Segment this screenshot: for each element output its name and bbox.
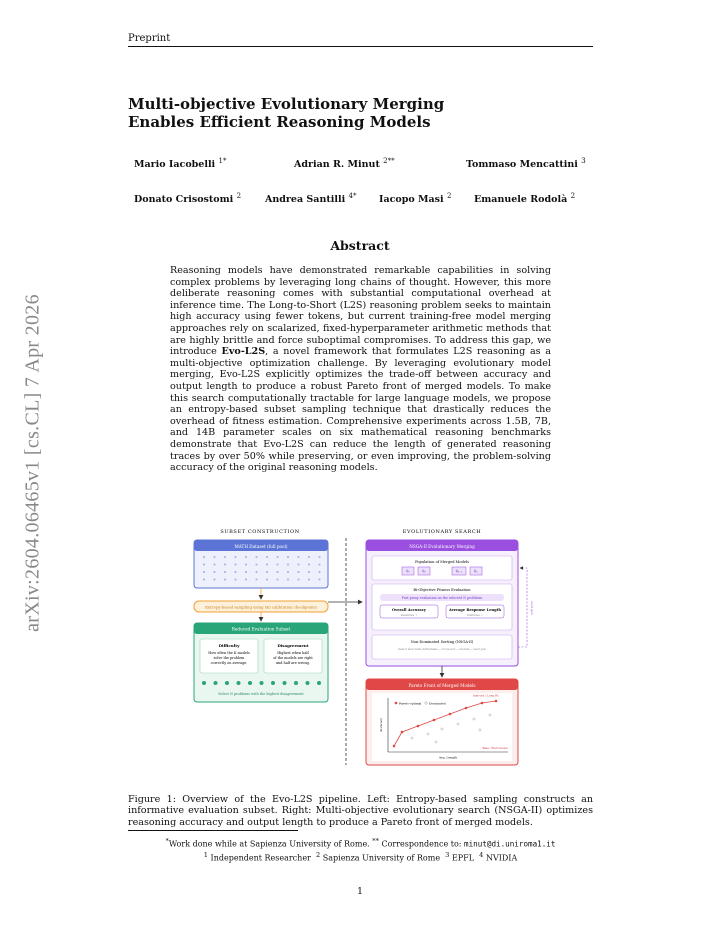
selected-dot: [306, 681, 310, 685]
dataset-dot: [203, 563, 205, 565]
dataset-dot: [224, 571, 226, 573]
footnotes: *Work done while at Sapienza University of Rome. ** Correspondence to: minut@di.uniroma1.it $^1$ Independent Researcher $^2$ Sapienza University of Rome $^3$ EPFL $^4$ NVIDIA: [165, 837, 556, 863]
dataset-dot: [287, 571, 289, 573]
svg-text:θ₁: θ₁: [406, 569, 410, 574]
dataset-dot: [287, 556, 289, 558]
svg-text:How often the K models: How often the K models: [208, 651, 250, 655]
dataset-dot: [224, 578, 226, 580]
dataset-dot: [318, 563, 320, 565]
dataset-dot: [297, 563, 299, 565]
dataset-dot: [245, 578, 247, 580]
svg-text:θ₂: θ₂: [422, 569, 426, 574]
dataset-dot: [234, 563, 236, 565]
abstract-heading: Abstract: [330, 238, 390, 253]
dataset-dot: [276, 578, 278, 580]
svg-text:Pareto Front of Merged Models: Pareto Front of Merged Models: [408, 683, 476, 688]
svg-text:θₙ₋₁: θₙ₋₁: [455, 569, 463, 574]
selected-dot: [214, 681, 218, 685]
svg-text:Pareto-optimal: Pareto-optimal: [399, 701, 422, 706]
dataset-dot: [276, 556, 278, 558]
author: Emanuele Rodolà $^2$: [474, 192, 576, 206]
dataset-dot: [297, 571, 299, 573]
svg-text:Entropy-based sampling using (: Entropy-based sampling using (K) calibration checkpoints: [205, 604, 317, 610]
running-header: Preprint: [128, 33, 171, 44]
svg-text:Reduced Evaluation Subset: Reduced Evaluation Subset: [231, 626, 291, 632]
dataset-dot: [318, 578, 320, 580]
page-number: 1: [356, 886, 364, 897]
dataset-dot: [234, 578, 236, 580]
svg-text:and half are wrong.: and half are wrong.: [276, 661, 310, 665]
pareto-point: [393, 745, 396, 748]
svg-text:Bi-Objective Fitness Evaluatio: Bi-Objective Fitness Evaluation: [413, 588, 471, 592]
dataset-dot: [318, 556, 320, 558]
header-rule: [128, 46, 593, 47]
author: Adrian R. Minut $^{2**}$: [294, 157, 395, 171]
pipeline-figure: [190, 520, 535, 770]
dataset-dot: [266, 578, 268, 580]
svg-text:Avg. Length: Avg. Length: [438, 755, 458, 760]
dataset-dot: [245, 563, 247, 565]
svg-text:MATH Dataset (full pool): MATH Dataset (full pool): [234, 544, 288, 549]
pareto-point: [495, 700, 498, 703]
dataset-dot: [255, 556, 257, 558]
selected-dot: [202, 681, 206, 685]
svg-text:Instruct / Long R1: Instruct / Long R1: [473, 693, 499, 698]
dataset-dot: [245, 571, 247, 573]
dataset-dot: [276, 571, 278, 573]
svg-text:Dominated: Dominated: [429, 701, 446, 706]
dataset-dot: [213, 571, 215, 573]
svg-text:Base / Short model: Base / Short model: [482, 747, 508, 750]
author: Andrea Santilli $^{4*}$: [265, 192, 357, 206]
dataset-dot: [308, 563, 310, 565]
svg-text:maximize ↑: maximize ↑: [400, 613, 418, 617]
selected-dot: [271, 681, 275, 685]
dataset-dot: [287, 563, 289, 565]
selected-dot: [283, 681, 287, 685]
svg-text:Select best-rank individuals →: Select best-rank individuals → crossover → mutate → next gen: [398, 647, 486, 651]
dataset-dot: [255, 578, 257, 580]
figure-caption: Figure 1: Overview of the Evo-L2S pipeline. Left: Entropy-based sampling constructs an informative evaluation subset. Right: Multi-objective evolutionary search (NSGA-II) optimizes reasoning accuracy and output length to produce a Pareto front of merged models.: [128, 794, 593, 828]
dataset-dot: [245, 556, 247, 558]
dataset-dot: [255, 563, 257, 565]
svg-text:correctly on average.: correctly on average.: [210, 661, 248, 665]
selected-dot: [237, 681, 241, 685]
dataset-dot: [213, 578, 215, 580]
dataset-dot: [213, 563, 215, 565]
svg-text:Highest when half: Highest when half: [277, 651, 309, 655]
dataset-dot: [234, 556, 236, 558]
author: Tommaso Mencattini $^3$: [466, 157, 586, 171]
svg-text:Fast proxy evaluation on the s: Fast proxy evaluation on the selected N problems: [401, 596, 483, 600]
pareto-point: [417, 725, 420, 728]
svg-text:NSGA-II Evolutionary Merging: NSGA-II Evolutionary Merging: [409, 544, 475, 549]
dataset-dot: [308, 578, 310, 580]
pareto-point: [401, 731, 404, 734]
pareto-point: [481, 702, 484, 705]
dataset-dot: [234, 571, 236, 573]
dataset-dot: [266, 556, 268, 558]
selected-dot: [294, 681, 298, 685]
svg-text:Average Response Length: Average Response Length: [449, 608, 501, 612]
dataset-dot: [266, 571, 268, 573]
dataset-dot: [266, 563, 268, 565]
selected-dot: [317, 681, 321, 685]
abstract-body: Reasoning models have demonstrated remarkable capabilities in solving complex problems by leveraging long chains of thought. However, this more deliberate reasoning comes with substantial computational overhead at inference time. The Long-to-Short (L2S) reasoning problem seeks to maintain high accuracy using fewer tokens, but current training-free model merging approaches rely on scalarized, fixed-hyperparameter arithmetic methods that are highly brittle and force suboptimal compromises. To address this gap, we introduce Evo-L2S, a novel framework that formulates L2S reasoning as a multi-objective optimization challenge. By leveraging evolutionary model merging, Evo-L2S explicitly optimizes the trade-off between accuracy and output length to produce a robust Pareto front of merged models. To make this search computationally tractable for large language models, we propose an entropy-based subset sampling technique that drastically reduces the overhead of fitness estimation. Comprehensive experiments across 1.5B, 7B, and 14B parameter scales on six mathematical reasoning benchmarks demonstrate that Evo-L2S can reduce the length of generated reasoning traces by over 50% while preserving, or even improving, the problem-solving accuracy of the original reasoning models.: [170, 265, 551, 474]
selected-dot: [225, 681, 229, 685]
svg-text:θₙ: θₙ: [474, 569, 478, 574]
pareto-point: [433, 719, 436, 722]
svg-text:minimize ↓: minimize ↓: [466, 613, 484, 617]
pareto-point: [449, 713, 452, 716]
author: Mario Iacobelli $^{1*}$: [134, 157, 227, 171]
dataset-dot: [297, 556, 299, 558]
svg-text:Accuracy: Accuracy: [379, 717, 383, 733]
svg-text:Population of Merged Models: Population of Merged Models: [415, 560, 469, 564]
author: Donato Crisostomi $^2$: [134, 192, 242, 206]
svg-text:Overall Accuracy: Overall Accuracy: [392, 608, 426, 612]
svg-text:solve the problem: solve the problem: [213, 656, 245, 660]
svg-text:of the models are right: of the models are right: [273, 656, 313, 660]
svg-text:Disagreement: Disagreement: [277, 643, 309, 648]
right-heading: EVOLUTIONARY SEARCH: [402, 529, 482, 535]
selected-dot: [248, 681, 252, 685]
paper-title: Multi-objective Evolutionary Merging Enables Efficient Reasoning Models: [128, 95, 445, 131]
dataset-dot: [287, 578, 289, 580]
dataset-dot: [276, 563, 278, 565]
dataset-dot: [224, 563, 226, 565]
svg-text:next gen: next gen: [530, 601, 534, 615]
svg-text:Non-Dominated Sorting (NSGA-II: Non-Dominated Sorting (NSGA-II): [410, 640, 474, 644]
dataset-dot: [213, 556, 215, 558]
dataset-dot: [224, 556, 226, 558]
dataset-dot: [318, 571, 320, 573]
svg-text:Select N problems with the hig: Select N problems with the highest disagreement: [218, 692, 304, 696]
dataset-dot: [203, 571, 205, 573]
dataset-dot: [308, 571, 310, 573]
dataset-dot: [255, 571, 257, 573]
dataset-dot: [297, 578, 299, 580]
svg-text:Difficulty: Difficulty: [218, 643, 240, 648]
pareto-point: [465, 707, 468, 710]
dataset-dot: [308, 556, 310, 558]
dataset-dot: [203, 578, 205, 580]
dataset-dot: [203, 556, 205, 558]
arxiv-stamp: arXiv:2604.06465v1 [cs.CL] 7 Apr 2026: [21, 294, 44, 632]
author: Iacopo Masi $^2$: [379, 192, 452, 206]
selected-dot: [260, 681, 264, 685]
left-heading: SUBSET CONSTRUCTION: [220, 529, 300, 535]
footnote-rule: [128, 830, 298, 831]
